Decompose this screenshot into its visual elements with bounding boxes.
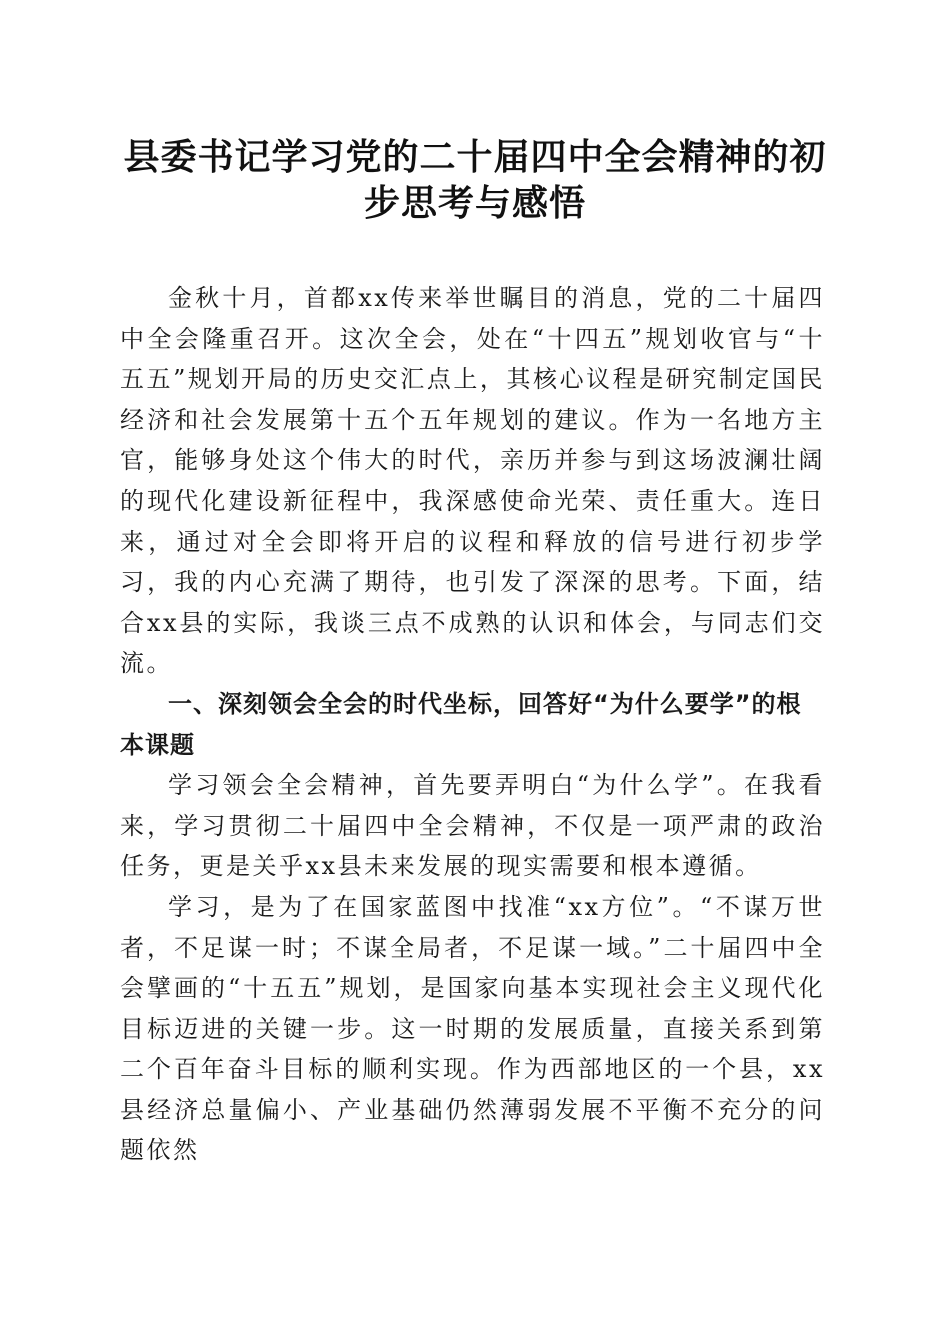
- document-body: [120, 278, 825, 1171]
- section-paragraph: 学习领会全会精神，首先要弄明白“为什么学”。在我看来，学习贯彻二十届四中全会精神，不仅是一项严肃的政治任务，更是关乎xx县未来发展的现实需要和根本遵循。: [120, 771, 825, 881]
- intro-paragraph: 金秋十月，首都xx传来举世瞩目的消息，党的二十届四中全会隆重召开。这次全会，处在“十四五”规划收官与“十五五”规划开局的历史交汇点上，其核心议程是研究制定国民经济和社会发展第十五个五年规划的建议。作为一名地方主官，能够身处这个伟大的时代，亲历并参与到这场波澜壮阔的现代化建设新征程中，我深感使命光荣、责任重大。连日来，通过对全会即将开启的议程和释放的信号进行初步学习，我的内心充满了期待，也引发了深深的思考。下面，结合xx县的实际，我谈三点不成熟的认识和体会，与同志们交流。: [120, 284, 825, 678]
- document-title: 县委书记学习党的二十届四中全会精神的初步思考与感悟: [123, 136, 827, 224]
- section-paragraph: 学习，是为了在国家蓝图中找准“xx方位”。“不谋万世者，不足谋一时；不谋全局者，不足谋一域。”二十届四中全会擘画的“十五五”规划，是国家向基本实现社会主义现代化目标迈进的关键一步。这一时期的发展质量，直接关系到第二个百年奋斗目标的顺利实现。作为西部地区的一个县，xx县经济总量偏小、产业基础仍然薄弱发展不平衡不充分的问题依然: [120, 892, 825, 1165]
- section-heading: 一、深刻领会全会的时代坐标，回答好“为什么要学”的根本课题: [120, 689, 802, 759]
